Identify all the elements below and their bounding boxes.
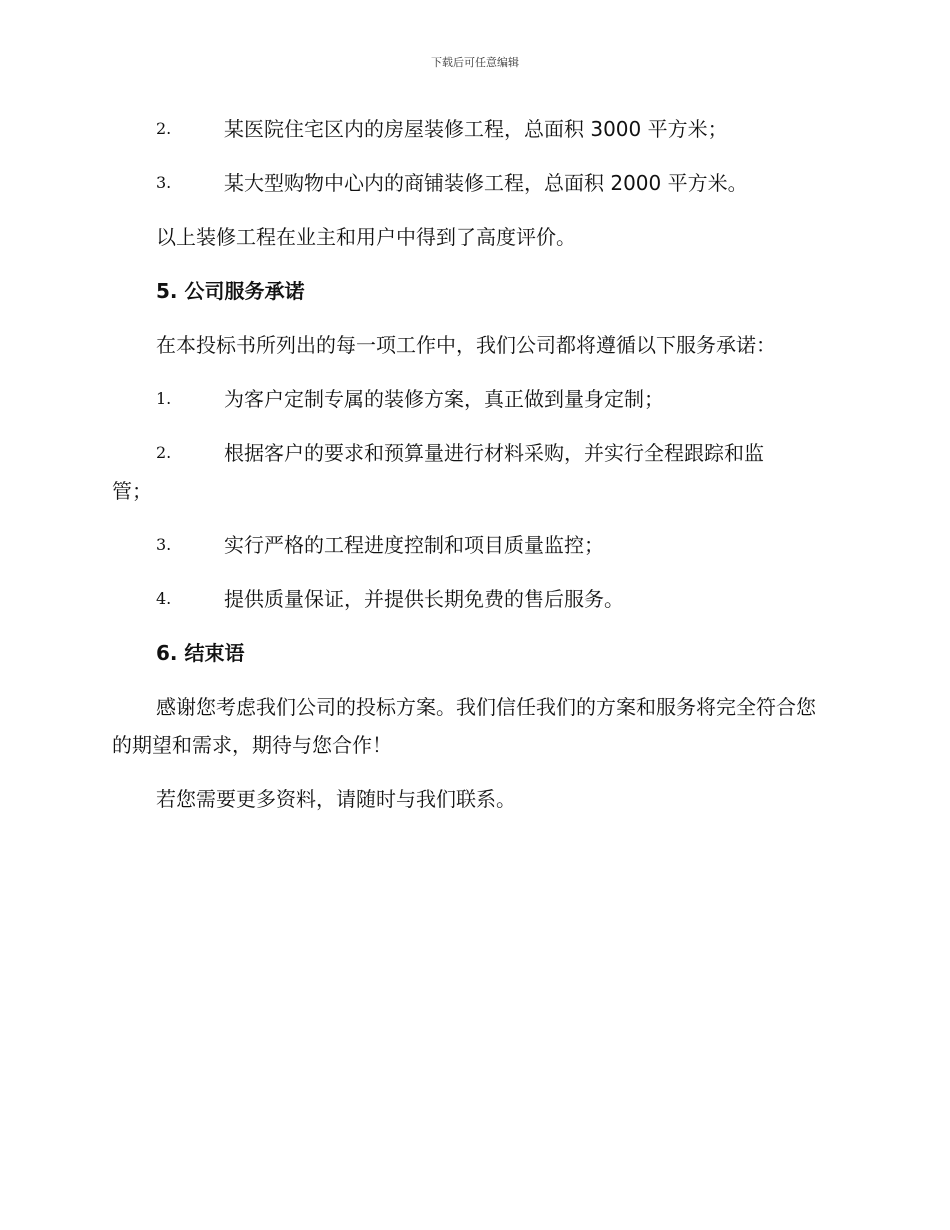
list-item — [112, 110, 832, 148]
list-text: 某医院住宅区内的房屋装修工程，总面积 3000 平方米； — [224, 117, 728, 141]
section-heading-5: 5. 公司服务承诺 — [156, 279, 305, 303]
page-header: 下载后可任意编辑 — [431, 56, 519, 69]
list-text: 某大型购物中心内的商铺装修工程，总面积 2000 平方米。 — [224, 171, 748, 195]
list-number: 3. — [156, 535, 172, 554]
list-item — [112, 526, 832, 564]
list-text: 根据客户的要求和预算量进行材料采购，并实行全程跟踪和监 — [224, 441, 764, 465]
paragraph-thanks: 感谢您考虑我们公司的投标方案。我们信任我们的方案和服务将完全符合您的期望和需求，期待与您合作！ — [112, 695, 816, 757]
list-number: 1. — [156, 389, 172, 408]
paragraph-review: 以上装修工程在业主和用户中得到了高度评价。 — [156, 225, 576, 249]
list-number: 2. — [156, 443, 172, 462]
list-number: 4. — [156, 589, 172, 608]
list-item — [112, 434, 832, 510]
paragraph-contact: 若您需要更多资料，请随时与我们联系。 — [156, 787, 516, 811]
list-item — [112, 164, 832, 202]
list-text: 为客户定制专属的装修方案，真正做到量身定制； — [224, 387, 664, 411]
list-item — [112, 580, 832, 618]
list-text-continuation: 管； — [112, 479, 152, 503]
paragraph-commitment: 在本投标书所列出的每一项工作中，我们公司都将遵循以下服务承诺： — [156, 333, 776, 357]
list-text: 提供质量保证，并提供长期免费的售后服务。 — [224, 587, 624, 611]
list-text: 实行严格的工程进度控制和项目质量监控； — [224, 533, 604, 557]
document-content — [112, 110, 832, 834]
section-heading-6: 6. 结束语 — [156, 641, 245, 665]
list-number: 3. — [156, 173, 172, 192]
list-number: 2. — [156, 119, 172, 138]
list-item — [112, 380, 832, 418]
